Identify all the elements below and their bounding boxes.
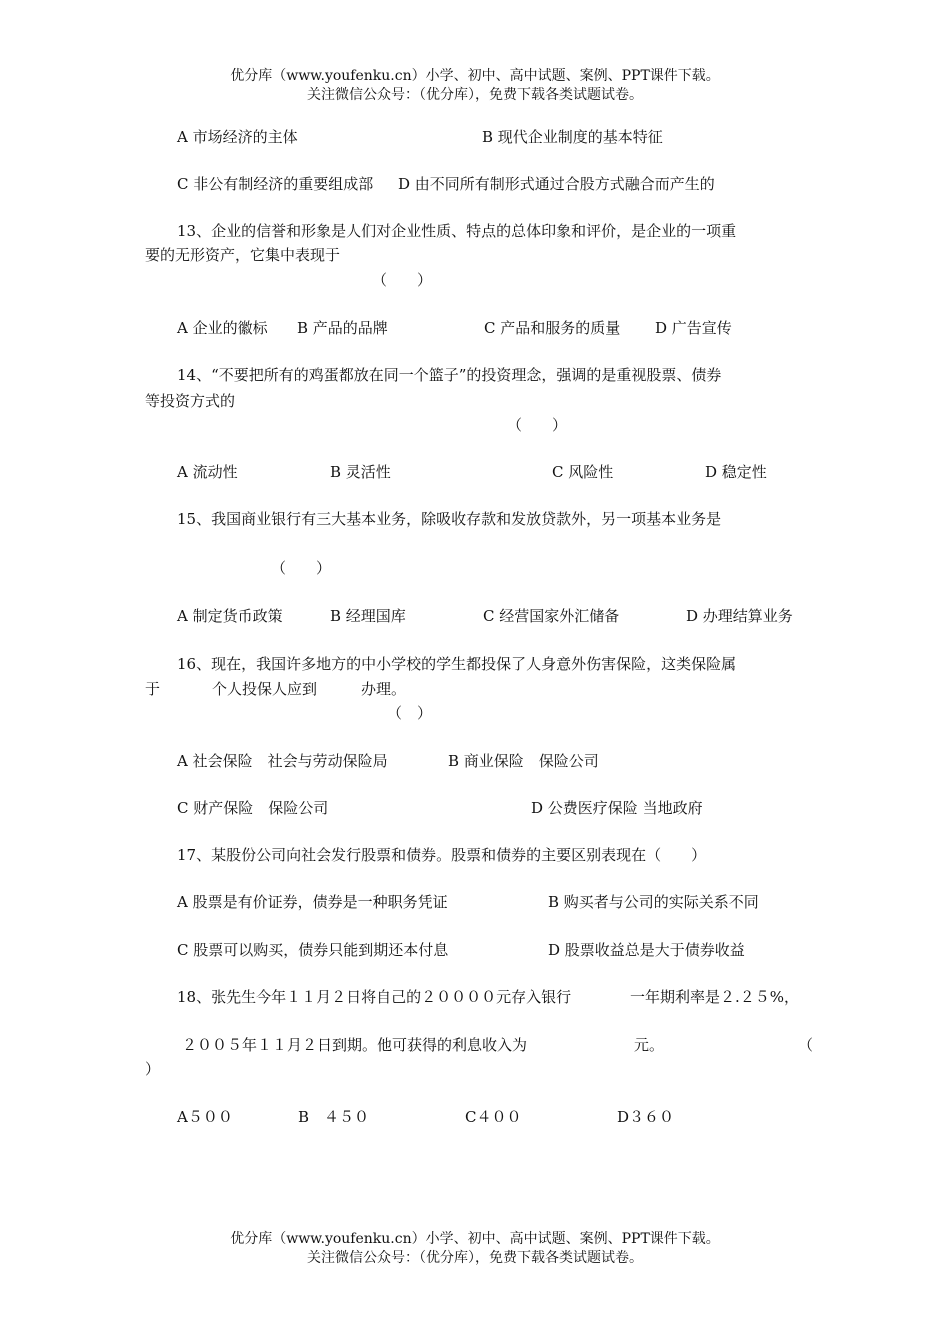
q16-option-b: B 商业保险 保险公司 [448,752,599,770]
q18-text-line-2-start: ２００５年１１月２日到期。他可获得的利息收入为 [182,1036,528,1054]
q17-option-c: C 股票可以购买，债券只能到期还本付息 [177,941,449,959]
q17-option-b: B 购买者与公司的实际关系不同 [548,893,759,911]
q12-option-d: D 由不同所有制形式通过合股方式融合而产生的 [398,175,715,193]
q12-option-a: A 市场经济的主体 [177,128,298,146]
q17-option-d: D 股票收益总是大于债券收益 [548,941,745,959]
q14-option-c: C 风险性 [552,463,614,481]
q13-option-d: D 广告宣传 [655,319,732,337]
q13-answer-blank: （ ） [372,271,433,289]
q13-option-c: C 产品和服务的质量 [484,319,621,337]
q13-text-line-2: 要的无形资产，它集中表现于 [145,246,341,264]
q18-option-b: B ４５０ [298,1108,370,1126]
q18-option-d: D３６０ [617,1108,675,1126]
q18-paren-open: （ [798,1036,814,1054]
q14-option-b: B 灵活性 [330,463,391,481]
q16-option-a: A 社会保险 社会与劳动保险局 [177,752,388,770]
footer-line-2: 关注微信公众号：（优分库），免费下载各类试题试卷。 [307,1250,643,1266]
q13-option-b: B 产品的品牌 [297,319,388,337]
q17-text-line-1: 17、某股份公司向社会发行股票和债券。股票和债券的主要区别表现在（ ） [177,846,707,864]
q12-option-c: C 非公有制经济的重要组成部 [177,175,374,193]
q16-answer-blank: （ ） [387,704,433,722]
q13-option-a: A 企业的徽标 [177,319,268,337]
q18-text-line-1-end: 一年期利率是２.２５%， [630,988,800,1006]
q16-text-line-2-middle: 个人投保人应到 [212,680,318,698]
q14-answer-blank: （ ） [507,416,568,434]
q15-answer-blank: （ ） [271,559,332,577]
q14-text-line-2: 等投资方式的 [145,392,236,410]
q12-option-b: B 现代企业制度的基本特征 [482,128,663,146]
q17-option-a: A 股票是有价证券，债券是一种职务凭证 [177,893,448,911]
footer-line-1: 优分库（www.youfenku.cn）小学、初中、高中试题、案例、PPT课件下载。 [230,1231,720,1247]
q15-option-b: B 经理国库 [330,607,406,625]
q16-option-c: C 财产保险 保险公司 [177,799,329,817]
q15-option-d: D 办理结算业务 [686,607,793,625]
q15-option-a: A 制定货币政策 [177,607,283,625]
header-line-2: 关注微信公众号：（优分库），免费下载各类试题试卷。 [307,87,643,103]
q18-text-line-1-start: 18、张先生今年１１月２日将自己的２００００元存入银行 [177,988,572,1006]
q18-option-a: A５００ [177,1108,233,1126]
q16-text-line-2-start: 于 [145,680,161,698]
header-line-1: 优分库（www.youfenku.cn）小学、初中、高中试题、案例、PPT课件下载。 [230,68,720,84]
q18-paren-close: ） [145,1060,161,1078]
q13-text-line-1: 13、企业的信誉和形象是人们对企业性质、特点的总体印象和评价，是企业的一项重 [177,222,737,240]
q18-option-c: C４００ [465,1108,522,1126]
q14-option-d: D 稳定性 [705,463,767,481]
q15-text-line-1: 15、我国商业银行有三大基本业务，除吸收存款和发放贷款外，另一项基本业务是 [177,510,722,528]
q14-text-line-1: 14、“不要把所有的鸡蛋都放在同一个篮子”的投资理念，强调的是重视股票、债券 [177,366,722,384]
q16-text-line-1: 16、现在，我国许多地方的中小学校的学生都投保了人身意外伤害保险，这类保险属 [177,655,737,673]
q15-option-c: C 经营国家外汇储备 [483,607,620,625]
q14-option-a: A 流动性 [177,463,238,481]
q18-text-line-2-end: 元。 [634,1036,665,1054]
q16-text-line-2-end: 办理。 [361,680,407,698]
q16-option-d: D 公费医疗保险 当地政府 [531,799,703,817]
